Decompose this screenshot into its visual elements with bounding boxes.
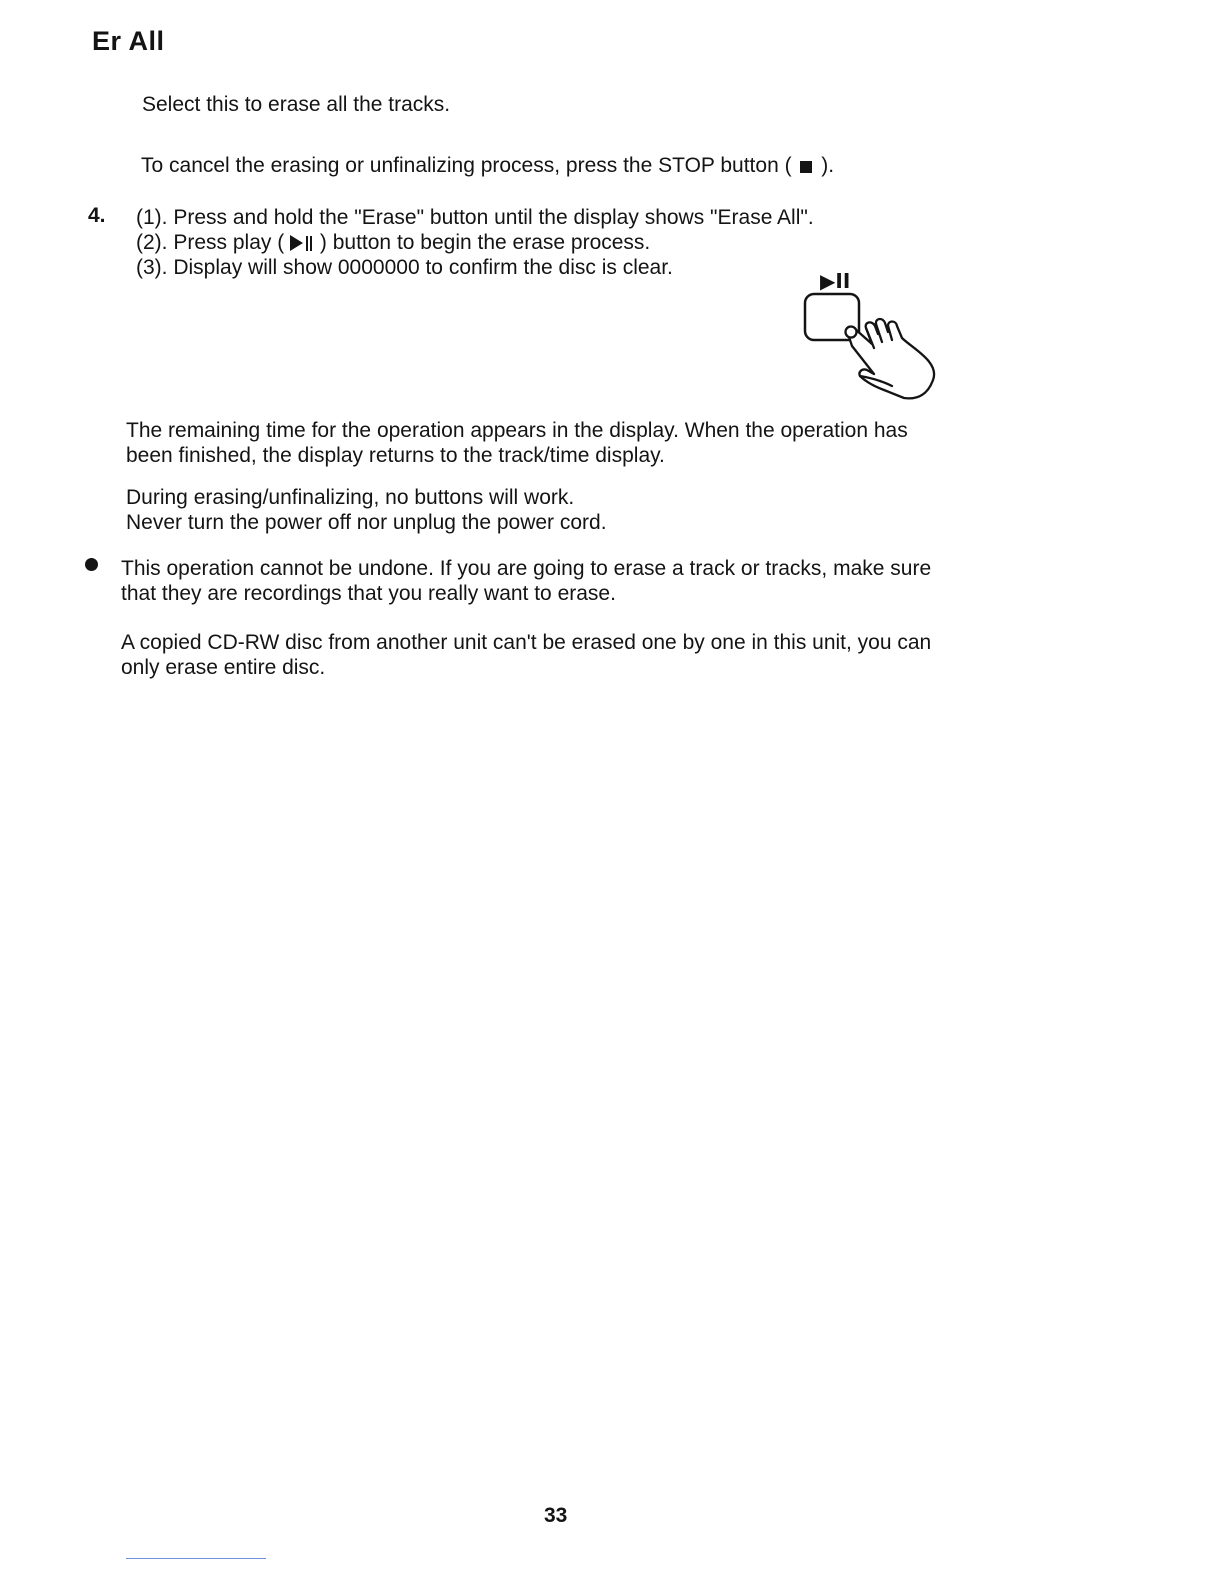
pause-icon	[306, 236, 312, 251]
cancel-text	[141, 153, 834, 178]
step-2-after: ) button to begin the erase process.	[319, 231, 651, 254]
step-2-before: (2). Press play (	[136, 231, 285, 254]
select-text: Select this to erase all the tracks.	[142, 93, 451, 116]
during-line-1: During erasing/unfinalizing, no buttons will work.	[126, 486, 575, 509]
cancel-text-after: ).	[821, 154, 835, 177]
hand-pressing-play-pause-button-icon	[800, 262, 945, 407]
bullet-line-1: This operation cannot be undone. If you are going to erase a track or tracks, make sure	[121, 557, 932, 580]
step-1: (1). Press and hold the "Erase" button until the display shows "Erase All".	[136, 206, 814, 229]
bullet-icon	[85, 558, 98, 571]
play-icon	[290, 235, 303, 251]
page-title: Er All	[92, 26, 165, 56]
copied-line-2: only erase entire disc.	[121, 656, 326, 679]
step-2	[136, 230, 814, 255]
illustration-label: ▶II	[820, 269, 851, 293]
copied-disc-note	[121, 630, 931, 680]
remaining-line-2: been finished, the display returns to the track/time display.	[126, 444, 665, 467]
copied-line-1: A copied CD-RW disc from another unit can't be erased one by one in this unit, you can	[121, 631, 932, 654]
remaining-line-1: The remaining time for the operation appears in the display. When the operation has	[126, 419, 908, 442]
step-3: (3). Display will show 0000000 to confirm the disc is clear.	[136, 256, 673, 279]
page-number: 33	[544, 1504, 568, 1527]
undone-warning	[121, 556, 931, 606]
step-number: 4.	[88, 204, 106, 227]
cancel-text-before: To cancel the erasing or unfinalizing process, press the STOP button (	[141, 154, 792, 177]
during-line-2: Never turn the power off nor unplug the power cord.	[126, 511, 607, 534]
during-erase-note	[126, 485, 607, 535]
footer-divider	[126, 1558, 266, 1559]
stop-icon	[800, 161, 812, 173]
bullet-line-2: that they are recordings that you really want to erase.	[121, 582, 616, 605]
remaining-time-note	[126, 418, 908, 468]
steps-list	[136, 205, 814, 280]
